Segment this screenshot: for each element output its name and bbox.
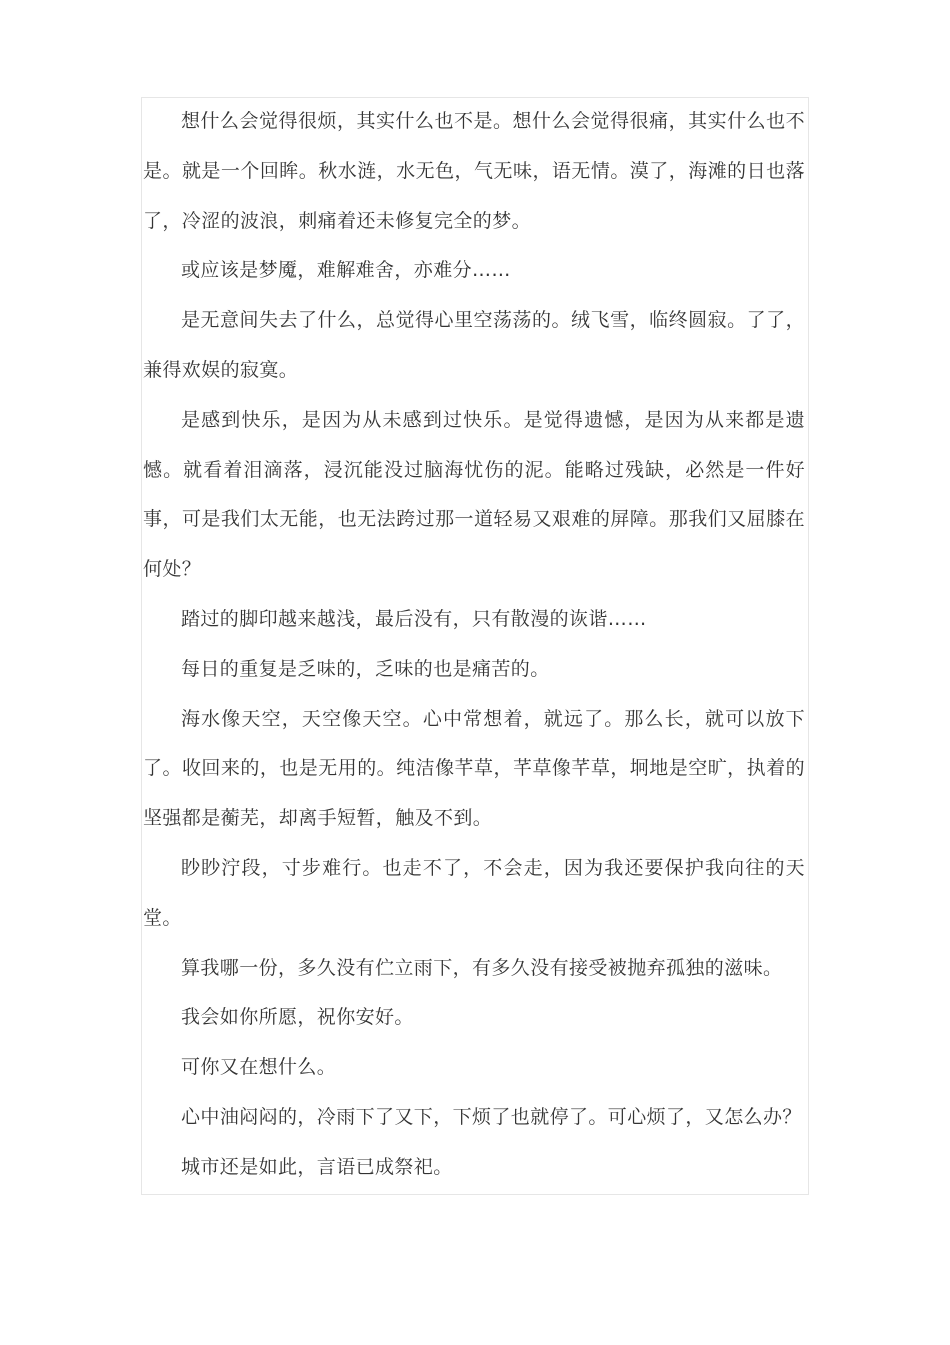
paragraph: 城市还是如此，言语已成祭祀。 [181,1155,453,1178]
paragraph: 我会如你所愿，祝你安好。 [181,1006,414,1029]
paragraph: 眇眇泞段，寸步难行。也走不了，不会走，因为我还要保护我向往的天堂。 [143,856,805,929]
paragraph: 是感到快乐，是因为从未感到过快乐。是觉得遗憾，是因为从来都是遗憾。就看着泪滴落，浸沉能没过脑海忧伤的泥。能略过残缺，必然是一件好事，可是我们太无能，也无法跨过那一道轻易又艰难的屏障。那我们又屈膝在何处？ [143,408,805,581]
paragraph: 海水像天空，天空像天空。心中常想着，就远了。那么长，就可以放下了。收回来的，也是无用的。纯洁像芊草，芊草像芊草，坰地是空旷，执着的坚强都是蘅芜，却离手短暂，触及不到。 [143,707,805,830]
paragraph: 心中油闷闷的，冷雨下了又下，下烦了也就停了。可心烦了，又怎么办？ [181,1105,802,1128]
paragraph: 想什么会觉得很烦，其实什么也不是。想什么会觉得很痛，其实什么也不是。就是一个回眸。秋水涟，水无色，气无味，语无情。漠了，海滩的日也落了，冷涩的波浪，刺痛着还未修复完全的梦。 [143,110,805,232]
paragraph: 可你又在想什么。 [181,1056,337,1079]
paragraph: 或应该是梦魇，难解难舍，亦难分…… [181,259,511,282]
paragraph: 算我哪一份，多久没有伫立雨下，有多久没有接受被抛弃孤独的滋味。 [181,956,783,979]
paragraph: 是无意间失去了什么，总觉得心里空荡荡的。绒飞雪，临终圆寂。了了，兼得欢娱的寂寞。 [143,309,805,381]
paragraph: 每日的重复是乏味的，乏味的也是痛苦的。 [181,657,550,680]
paragraph: 踏过的脚印越来越浅，最后没有，只有散漫的诙谐…… [181,607,647,630]
document-body [143,97,805,1193]
